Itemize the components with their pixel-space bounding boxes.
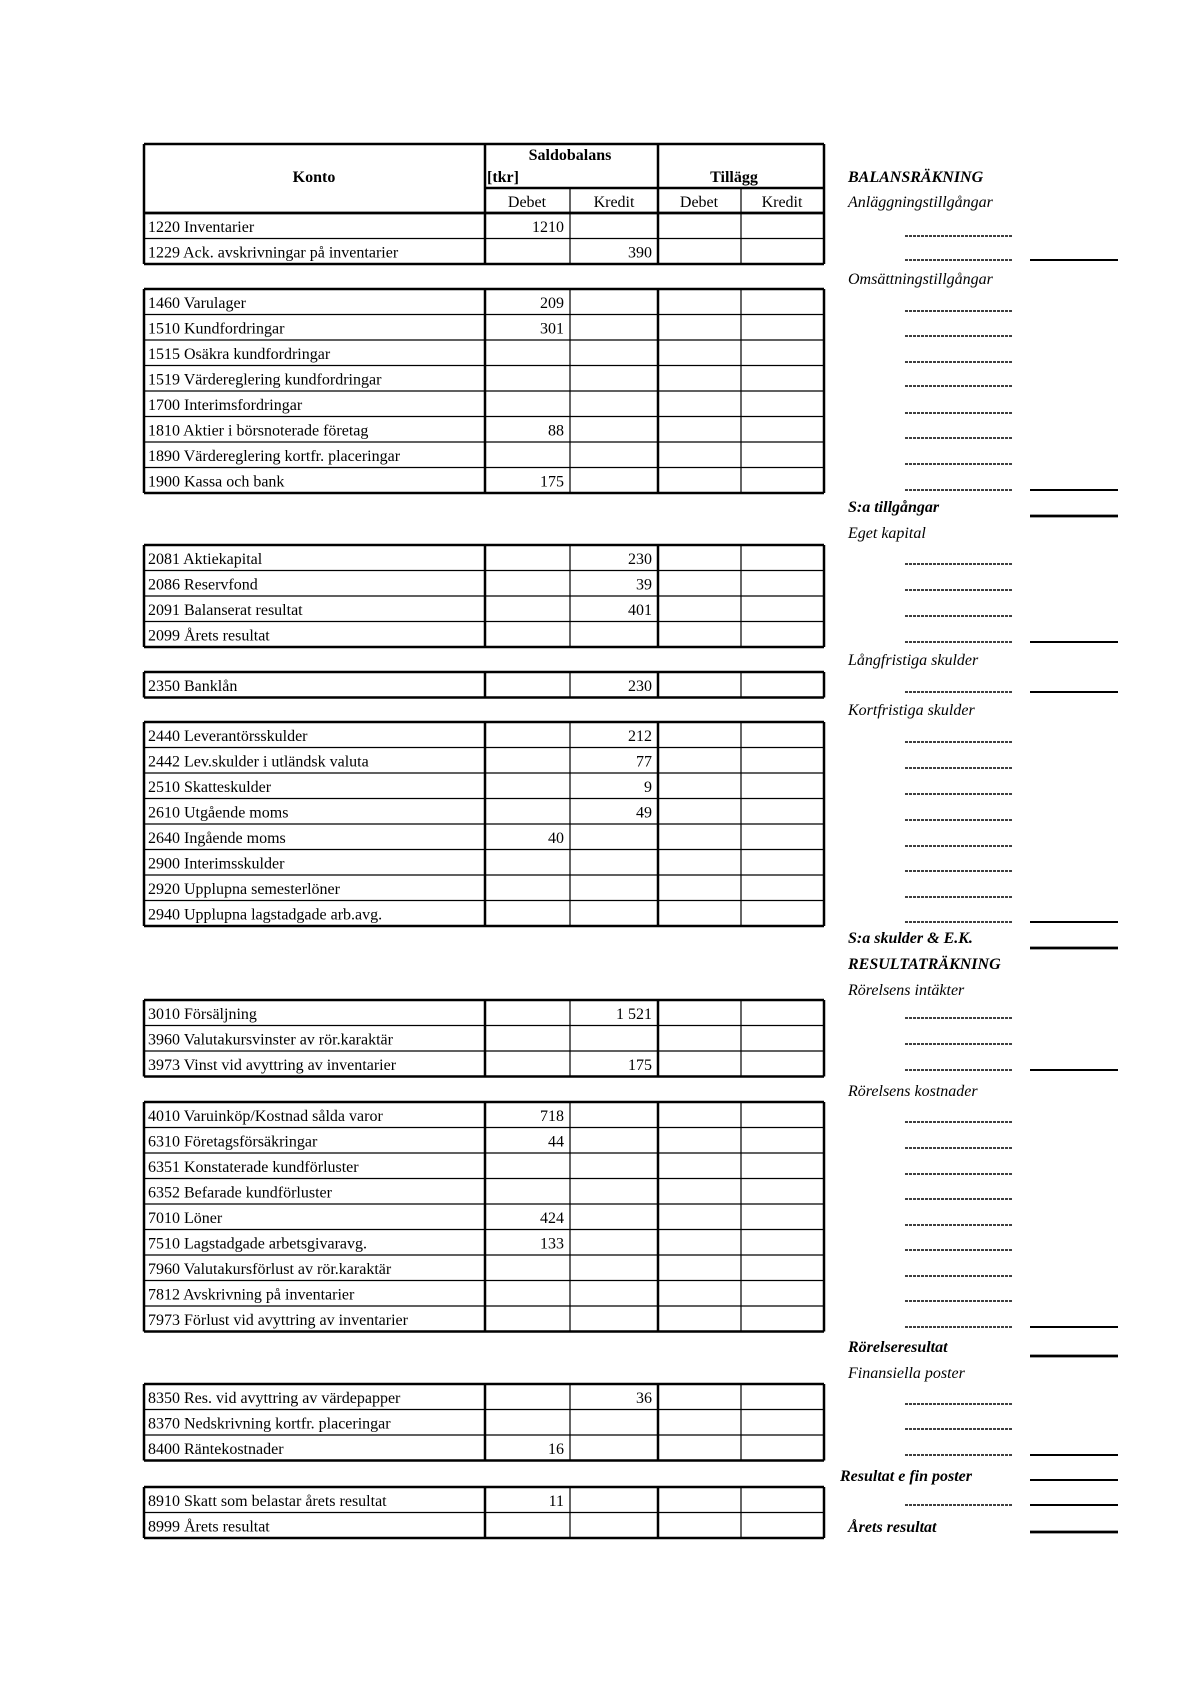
account-row	[148, 551, 652, 568]
account-label: 1890 Värdereglering kortfr. placeringar	[148, 448, 401, 465]
account-label: 8910 Skatt som belastar årets resultat	[148, 1493, 387, 1510]
account-label: 1515 Osäkra kundfordringar	[148, 346, 331, 363]
account-label: 2440 Leverantörsskulder	[148, 728, 308, 745]
account-label: 6310 Företagsförsäkringar	[148, 1133, 318, 1151]
account-label: 6351 Konstaterade kundförluster	[148, 1159, 359, 1176]
account-row	[148, 474, 564, 491]
account-label: 2920 Upplupna semesterlöner	[148, 881, 340, 898]
tillagg-header: Tillägg	[710, 169, 758, 186]
account-label: 1220 Inventarier	[148, 219, 255, 236]
debet-value: 175	[540, 473, 564, 491]
account-row	[148, 1108, 564, 1125]
account-label: 2091 Balanserat resultat	[148, 602, 303, 619]
account-row	[148, 1134, 564, 1151]
kredit-value: 49	[636, 804, 652, 822]
account-row	[148, 295, 564, 312]
account-row	[148, 1185, 333, 1202]
kredit-value: 175	[628, 1057, 652, 1074]
arets-resultat-label: Årets resultat	[848, 1519, 937, 1536]
account-label: 3973 Vinst vid avyttring av inventarier	[148, 1057, 397, 1074]
unit-label: [tkr]	[487, 169, 519, 186]
account-row	[148, 627, 270, 645]
account-row	[148, 1312, 409, 1329]
account-label: 8370 Nedskrivning kortfr. placeringar	[148, 1415, 391, 1433]
langfristiga-skulder-label: Långfristiga skulder	[848, 652, 979, 669]
account-label: 2086 Reservfond	[148, 576, 258, 594]
kredit-value: 9	[644, 779, 652, 796]
tillagg-kredit-header: Kredit	[761, 194, 803, 211]
account-label: 2900 Interimsskulder	[148, 855, 285, 873]
account-row	[148, 881, 341, 898]
account-row	[148, 805, 652, 822]
tillagg-debet-header: Debet	[679, 194, 719, 211]
account-label: 7010 Löner	[148, 1210, 223, 1227]
account-row	[148, 1441, 564, 1458]
account-row	[148, 1390, 652, 1407]
debet-value: 1210	[532, 219, 564, 236]
balansrakning-title: BALANSRÄKNING	[848, 169, 984, 186]
kredit-value: 39	[636, 576, 652, 594]
kredit-value: 212	[628, 728, 652, 745]
account-label: 1900 Kassa och bank	[148, 473, 285, 491]
account-row	[148, 321, 564, 338]
account-row	[148, 1057, 652, 1074]
account-row	[148, 1416, 391, 1433]
account-label: 8999 Årets resultat	[148, 1518, 270, 1536]
debet-value: 424	[540, 1210, 564, 1227]
finansiella-poster-label: Finansiella poster	[848, 1365, 965, 1382]
debet-value: 88	[548, 422, 564, 440]
account-row	[148, 1006, 652, 1023]
rorelsens-intakter-label: Rörelsens intäkter	[848, 982, 965, 999]
account-row	[148, 397, 303, 414]
kortfristiga-skulder-label: Kortfristiga skulder	[848, 702, 975, 719]
answer-lines	[905, 236, 1118, 1532]
account-row	[148, 423, 564, 440]
account-label: 1519 Värdereglering kundfordringar	[148, 371, 382, 389]
account-label: 3010 Försäljning	[148, 1006, 257, 1023]
account-label: 7510 Lagstadgade arbetsgivaravg.	[148, 1235, 368, 1253]
account-row	[148, 728, 652, 745]
account-row	[148, 1210, 564, 1227]
account-group	[144, 289, 824, 493]
kredit-value: 1 521	[616, 1006, 652, 1023]
account-row	[148, 779, 652, 796]
account-label: 2940 Upplupna lagstadgade arb.avg.	[148, 906, 383, 924]
account-group	[144, 1000, 824, 1077]
account-row	[148, 346, 331, 363]
debet-value: 11	[548, 1493, 564, 1510]
account-label: 4010 Varuinköp/Kostnad sålda varor	[148, 1108, 383, 1125]
resultat-e-fin-poster-label: Resultat e fin poster	[840, 1468, 973, 1485]
debet-value: 44	[548, 1133, 564, 1151]
resultatrakning-title: RESULTATRÄKNING	[848, 956, 1001, 973]
account-label: 2350 Banklån	[148, 678, 238, 695]
debet-value: 133	[540, 1235, 564, 1253]
account-label: 3960 Valutakursvinster av rör.karaktär	[148, 1031, 393, 1049]
omsattningstillgangar-label: Omsättningstillgångar	[848, 271, 993, 288]
account-row	[148, 577, 652, 594]
account-row	[148, 1493, 564, 1510]
account-label: 1460 Varulager	[148, 295, 246, 312]
kredit-value: 230	[628, 551, 652, 568]
account-label: 2640 Ingående moms	[148, 830, 286, 847]
account-row	[148, 1261, 392, 1278]
konto-header: Konto	[292, 169, 336, 186]
account-label: 1700 Interimsfordringar	[148, 397, 303, 414]
account-row	[148, 372, 382, 389]
account-row	[148, 448, 401, 465]
account-group	[144, 1487, 824, 1538]
kredit-value: 230	[628, 678, 652, 695]
debet-value: 40	[548, 830, 564, 847]
rorelseresultat-label: Rörelseresultat	[848, 1339, 948, 1356]
account-row	[148, 1159, 359, 1176]
account-label: 2610 Utgående moms	[148, 804, 289, 822]
account-label: 2510 Skatteskulder	[148, 779, 272, 796]
account-group	[144, 1384, 824, 1461]
account-label: 1229 Ack. avskrivningar på inventarier	[148, 244, 399, 262]
kredit-value: 401	[628, 602, 652, 619]
account-group	[144, 722, 824, 926]
debet-value: 718	[540, 1108, 564, 1125]
account-groups	[144, 213, 824, 1538]
account-row	[148, 219, 564, 236]
saldo-kredit-header: Kredit	[593, 194, 635, 211]
debet-value: 209	[540, 295, 564, 312]
debet-value: 16	[548, 1441, 564, 1458]
account-row	[148, 1032, 394, 1049]
account-row	[148, 1518, 270, 1536]
account-row	[148, 830, 564, 847]
account-row	[148, 1287, 355, 1304]
account-row	[148, 754, 652, 771]
eget-kapital-label: Eget kapital	[848, 525, 926, 542]
debet-value: 301	[540, 320, 564, 338]
account-group	[144, 213, 824, 264]
kredit-value: 36	[636, 1390, 652, 1407]
account-row	[148, 678, 652, 695]
account-group	[144, 672, 824, 698]
sa-tillgangar-label: S:a tillgångar	[848, 499, 940, 516]
account-group	[144, 545, 824, 647]
sa-skulder-ek-label: S:a skulder & E.K.	[848, 930, 973, 947]
account-row	[148, 602, 652, 619]
account-label: 7973 Förlust vid avyttring av inventarier	[148, 1312, 408, 1329]
account-label: 8350 Res. vid avyttring av värdepapper	[148, 1390, 401, 1407]
anlaggningstillgangar-label: Anläggningstillgångar	[848, 194, 993, 211]
account-label: 2099 Årets resultat	[148, 627, 270, 645]
kredit-value: 77	[636, 753, 652, 771]
account-row	[148, 856, 285, 873]
account-label: 1510 Kundfordringar	[148, 320, 285, 338]
account-label: 7960 Valutakursförlust av rör.karaktär	[148, 1261, 392, 1278]
saldo-debet-header: Debet	[507, 194, 547, 211]
account-label: 2442 Lev.skulder i utländsk valuta	[148, 753, 369, 771]
account-label: 2081 Aktiekapital	[148, 551, 263, 568]
account-label: 6352 Befarade kundförluster	[148, 1184, 332, 1202]
account-label: 7812 Avskrivning på inventarier	[148, 1286, 355, 1304]
account-row	[148, 1236, 564, 1253]
kredit-value: 390	[628, 244, 652, 262]
saldobalans-header: Saldobalans	[528, 147, 612, 164]
rorelsens-kostnader-label: Rörelsens kostnader	[848, 1083, 978, 1100]
account-row	[148, 245, 652, 262]
account-label: 1810 Aktier i börsnoterade företag	[148, 422, 369, 440]
account-row	[148, 907, 382, 924]
account-group	[144, 1102, 824, 1332]
account-label: 8400 Räntekostnader	[148, 1441, 284, 1458]
